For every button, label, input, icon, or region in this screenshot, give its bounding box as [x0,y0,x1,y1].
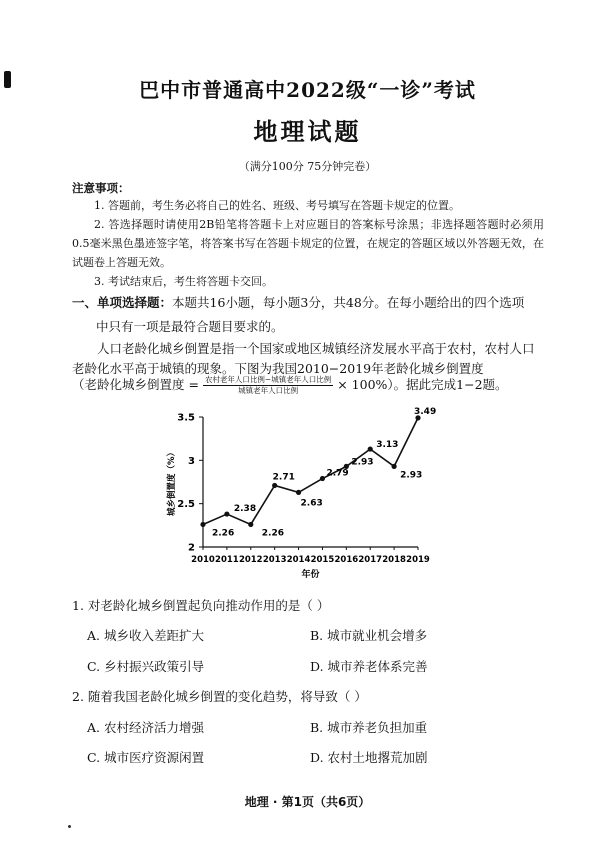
data-label: 2.93 [400,470,423,481]
x-tick-label: 2012 [238,555,263,565]
notes-heading: 注意事项： [72,181,130,195]
x-tick-label: 2017 [358,555,383,565]
y-tick-label: 3.5 [177,412,195,424]
q1-option-d[interactable]: D. 城市养老体系完善 [310,659,428,674]
x-tick-label: 2011 [215,555,239,565]
data-point [272,483,277,488]
data-point [368,446,373,451]
question-2-stem: 2. 随着我国老龄化城乡倒置的变化趋势，将导致（ ） [72,689,367,704]
q2-option-d[interactable]: D. 农村土地撂荒加剧 [310,750,428,765]
data-label: 2.26 [261,528,284,539]
passage-formula [72,373,552,397]
question-1-stem: 1. 对老龄化城乡倒置起负向推动作用的是（ ） [72,598,330,613]
exam-title: 巴中市普通高中2022级“一诊”考试 [139,78,476,102]
data-label: 3.49 [414,406,437,417]
formula-denominator: 城镇老年人口比例 [238,386,299,395]
data-label: 2.26 [212,528,235,539]
x-tick-label: 2013 [262,555,287,565]
q1-option-c[interactable]: C. 乡村振兴政策引导 [87,659,205,674]
page-footer: 地理 · 第1页（共6页） [244,795,371,809]
x-tick-label: 2015 [310,555,335,565]
data-point [200,522,205,527]
q2-option-a[interactable]: A. 农村经济活力增强 [87,720,204,735]
q2-option-b[interactable]: B. 城市养老负担加重 [310,720,428,735]
chart-axes [203,417,418,547]
chart-data-labels [212,407,436,539]
y-axis-label: 城乡倒置度（%） [167,447,177,517]
data-point [224,511,229,516]
formula-numerator: 农村老年人口比例−城镇老年人口比例 [204,375,332,384]
line-chart [150,400,440,590]
exam-info: （满分100分 75分钟完卷） [238,160,377,173]
x-tick-label: 2010 [191,555,215,565]
passage-line-1: 人口老龄化城乡倒置是指一个国家或地区城镇经济发展水平高于农村，农村人口 [97,341,535,356]
q1-option-a[interactable]: A. 城乡收入差距扩大 [87,628,204,643]
section-desc: 本题共16小题，每小题3分，共48分。在每小题给出的四个选项 [172,295,525,310]
note-item-1: 1. 答题前，考生务必将自己的姓名、班级、考号填写在答题卡规定的位置。 [94,199,460,212]
section-desc-2: 中只有一项是最符合题目要求的。 [96,319,284,334]
data-label: 2.71 [272,472,295,483]
formula-suffix: × 100%）。据此完成1−2题。 [337,377,508,392]
data-point [320,476,325,481]
data-label: 2.63 [300,498,323,509]
x-tick-label: 2019 [406,555,430,565]
note-item-3: 3. 考试结束后，考生将答题卡交回。 [94,275,273,288]
section-title: 一、单项选择题： [72,295,173,310]
passage-line-2: 老龄化水平高于城镇的现象。下图为我国2010−2019年老龄化城乡倒置度 [72,361,484,376]
x-tick-label: 2014 [286,555,311,565]
data-point [248,522,253,527]
data-label: 2.93 [351,457,374,468]
formula-fraction [203,375,333,396]
y-tick-label: 2 [188,542,195,554]
x-tick-label: 2018 [382,555,406,565]
data-point [392,464,397,469]
note-item-2: 2. 答选择题时请使用2B铅笔将答题卡上对应题目的答案标号涂黑；非选择题答题时必须用0.5毫米黑色墨迹签字笔，将答案书写在答题卡规定的位置，在规定的答题区域以外答题无效，在试题卷上答题无效。 [72,218,544,269]
data-point [296,490,301,495]
data-label: 2.79 [326,468,349,479]
y-tick-label: 2.5 [177,499,195,511]
subject-title: 地理试题 [253,117,362,146]
x-axis-label: 年份 [301,570,320,580]
q2-option-c[interactable]: C. 城市医疗资源闲置 [87,750,205,765]
q1-option-b[interactable]: B. 城市就业机会增多 [310,628,428,643]
formula-prefix: （老龄化城乡倒置度 = [72,377,199,392]
x-tick-label: 2016 [334,555,359,565]
data-label: 2.38 [233,504,257,515]
section-heading-line [72,291,544,315]
y-tick-label: 3 [188,455,195,467]
scan-dot [68,825,71,828]
data-label: 3.13 [376,440,399,451]
